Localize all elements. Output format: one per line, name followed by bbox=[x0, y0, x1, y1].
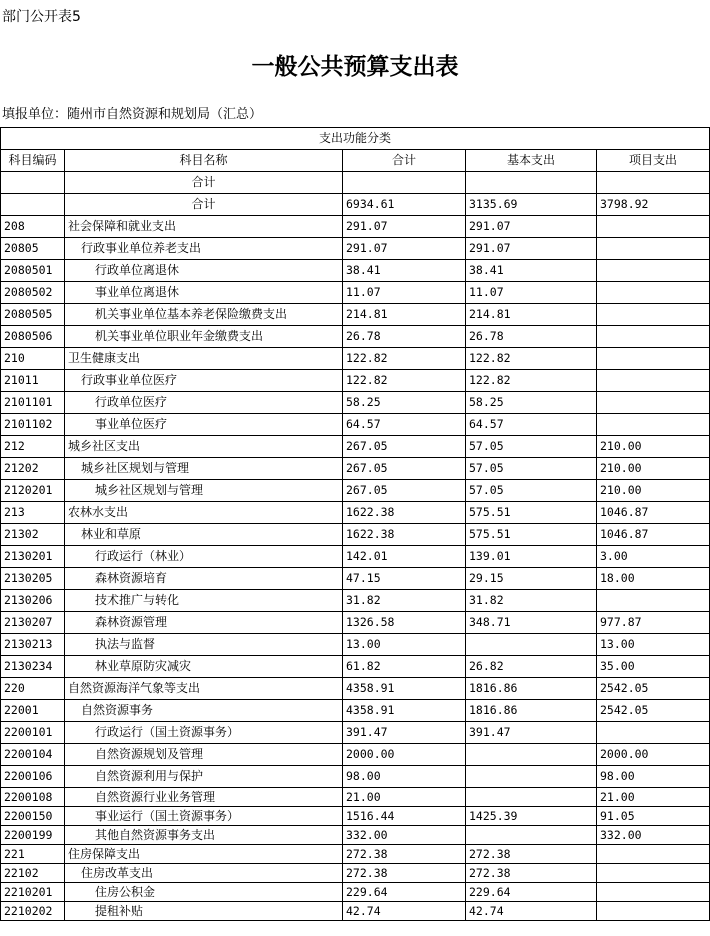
cell-basic: 348.71 bbox=[466, 612, 597, 634]
cell-code: 22102 bbox=[1, 864, 65, 883]
table-row bbox=[1, 260, 710, 282]
cell-project: 13.00 bbox=[597, 634, 710, 656]
cell-name: 城乡社区规划与管理 bbox=[65, 458, 343, 480]
cell-total: 13.00 bbox=[343, 634, 466, 656]
cell-code: 208 bbox=[1, 216, 65, 238]
cell-name: 行政单位离退休 bbox=[65, 260, 343, 282]
cell-code: 2200108 bbox=[1, 788, 65, 807]
cell-project: 98.00 bbox=[597, 766, 710, 788]
subheader-project bbox=[597, 172, 710, 194]
cell-project: 210.00 bbox=[597, 458, 710, 480]
cell-code: 220 bbox=[1, 678, 65, 700]
cell-code: 2200199 bbox=[1, 826, 65, 845]
cell-project: 1046.87 bbox=[597, 502, 710, 524]
table-row bbox=[1, 826, 710, 845]
cell-basic bbox=[466, 788, 597, 807]
table-row bbox=[1, 458, 710, 480]
cell-total: 4358.91 bbox=[343, 700, 466, 722]
cell-project bbox=[597, 845, 710, 864]
cell-code: 213 bbox=[1, 502, 65, 524]
cell-total: 1622.38 bbox=[343, 524, 466, 546]
cell-basic: 38.41 bbox=[466, 260, 597, 282]
cell-project: 2542.05 bbox=[597, 678, 710, 700]
grand-total-project: 3798.92 bbox=[597, 194, 710, 216]
cell-project: 210.00 bbox=[597, 436, 710, 458]
cell-code: 22001 bbox=[1, 700, 65, 722]
cell-name: 技术推广与转化 bbox=[65, 590, 343, 612]
cell-total: 64.57 bbox=[343, 414, 466, 436]
cell-name: 林业和草原 bbox=[65, 524, 343, 546]
cell-code: 2210201 bbox=[1, 883, 65, 902]
table-row bbox=[1, 902, 710, 921]
cell-project: 18.00 bbox=[597, 568, 710, 590]
cell-name: 住房改革支出 bbox=[65, 864, 343, 883]
cell-basic: 122.82 bbox=[466, 370, 597, 392]
table-row bbox=[1, 722, 710, 744]
grand-total-row bbox=[1, 194, 710, 216]
cell-project: 35.00 bbox=[597, 656, 710, 678]
cell-project bbox=[597, 326, 710, 348]
cell-name: 自然资源事务 bbox=[65, 700, 343, 722]
table-row bbox=[1, 282, 710, 304]
cell-project bbox=[597, 216, 710, 238]
cell-project bbox=[597, 282, 710, 304]
cell-name: 行政事业单位医疗 bbox=[65, 370, 343, 392]
cell-total: 21.00 bbox=[343, 788, 466, 807]
cell-name: 事业单位医疗 bbox=[65, 414, 343, 436]
cell-basic: 291.07 bbox=[466, 238, 597, 260]
subheader-total bbox=[343, 172, 466, 194]
cell-total: 291.07 bbox=[343, 216, 466, 238]
table-row bbox=[1, 788, 710, 807]
cell-total: 122.82 bbox=[343, 348, 466, 370]
cell-project bbox=[597, 883, 710, 902]
table-row bbox=[1, 634, 710, 656]
cell-basic: 291.07 bbox=[466, 216, 597, 238]
cell-project bbox=[597, 304, 710, 326]
subheader-basic bbox=[466, 172, 597, 194]
cell-total: 4358.91 bbox=[343, 678, 466, 700]
cell-basic: 122.82 bbox=[466, 348, 597, 370]
cell-code: 2200106 bbox=[1, 766, 65, 788]
subheader-code bbox=[1, 172, 65, 194]
cell-code: 2200101 bbox=[1, 722, 65, 744]
table-row bbox=[1, 480, 710, 502]
grand-total-label: 合计 bbox=[65, 194, 343, 216]
budget-table bbox=[0, 127, 710, 921]
cell-basic: 58.25 bbox=[466, 392, 597, 414]
cell-total: 142.01 bbox=[343, 546, 466, 568]
cell-project: 2542.05 bbox=[597, 700, 710, 722]
cell-basic: 31.82 bbox=[466, 590, 597, 612]
cell-basic: 57.05 bbox=[466, 436, 597, 458]
cell-project: 3.00 bbox=[597, 546, 710, 568]
cell-code: 21302 bbox=[1, 524, 65, 546]
cell-total: 272.38 bbox=[343, 864, 466, 883]
cell-total: 272.38 bbox=[343, 845, 466, 864]
cell-total: 26.78 bbox=[343, 326, 466, 348]
table-row bbox=[1, 678, 710, 700]
table-row bbox=[1, 845, 710, 864]
subheader-row bbox=[1, 172, 710, 194]
cell-basic: 229.64 bbox=[466, 883, 597, 902]
table-row bbox=[1, 807, 710, 826]
table-row bbox=[1, 502, 710, 524]
cell-code: 2101102 bbox=[1, 414, 65, 436]
cell-basic: 272.38 bbox=[466, 864, 597, 883]
cell-project: 21.00 bbox=[597, 788, 710, 807]
table-row bbox=[1, 766, 710, 788]
column-header-row bbox=[1, 150, 710, 172]
cell-total: 122.82 bbox=[343, 370, 466, 392]
cell-name: 提租补贴 bbox=[65, 902, 343, 921]
cell-total: 42.74 bbox=[343, 902, 466, 921]
cell-code: 2200150 bbox=[1, 807, 65, 826]
cell-basic: 57.05 bbox=[466, 480, 597, 502]
cell-total: 38.41 bbox=[343, 260, 466, 282]
cell-name: 行政运行（林业） bbox=[65, 546, 343, 568]
cell-project bbox=[597, 414, 710, 436]
cell-code: 2130234 bbox=[1, 656, 65, 678]
cell-name: 行政单位医疗 bbox=[65, 392, 343, 414]
column-header-project: 项目支出 bbox=[597, 150, 710, 172]
document-label: 部门公开表5 bbox=[2, 9, 81, 25]
table-row bbox=[1, 238, 710, 260]
table-row bbox=[1, 883, 710, 902]
subheader-label: 合计 bbox=[65, 172, 343, 194]
cell-code: 221 bbox=[1, 845, 65, 864]
cell-project: 2000.00 bbox=[597, 744, 710, 766]
cell-code: 210 bbox=[1, 348, 65, 370]
cell-name: 住房保障支出 bbox=[65, 845, 343, 864]
cell-project: 977.87 bbox=[597, 612, 710, 634]
cell-code: 2080501 bbox=[1, 260, 65, 282]
cell-name: 森林资源培育 bbox=[65, 568, 343, 590]
cell-name: 林业草原防灾减灾 bbox=[65, 656, 343, 678]
cell-basic: 139.01 bbox=[466, 546, 597, 568]
cell-project bbox=[597, 902, 710, 921]
cell-basic: 575.51 bbox=[466, 524, 597, 546]
grand-total-basic: 3135.69 bbox=[466, 194, 597, 216]
cell-total: 391.47 bbox=[343, 722, 466, 744]
cell-project bbox=[597, 722, 710, 744]
cell-total: 267.05 bbox=[343, 458, 466, 480]
cell-total: 332.00 bbox=[343, 826, 466, 845]
cell-project bbox=[597, 348, 710, 370]
cell-name: 其他自然资源事务支出 bbox=[65, 826, 343, 845]
cell-total: 31.82 bbox=[343, 590, 466, 612]
cell-name: 机关事业单位基本养老保险缴费支出 bbox=[65, 304, 343, 326]
column-header-basic: 基本支出 bbox=[466, 150, 597, 172]
cell-total: 267.05 bbox=[343, 480, 466, 502]
table-row bbox=[1, 370, 710, 392]
cell-project: 1046.87 bbox=[597, 524, 710, 546]
cell-code: 2130207 bbox=[1, 612, 65, 634]
cell-name: 自然资源行业业务管理 bbox=[65, 788, 343, 807]
cell-basic: 1816.86 bbox=[466, 678, 597, 700]
cell-total: 11.07 bbox=[343, 282, 466, 304]
table-row bbox=[1, 436, 710, 458]
cell-basic: 42.74 bbox=[466, 902, 597, 921]
cell-project bbox=[597, 260, 710, 282]
cell-total: 98.00 bbox=[343, 766, 466, 788]
page-title: 一般公共预算支出表 bbox=[251, 53, 459, 80]
table-row bbox=[1, 568, 710, 590]
cell-total: 267.05 bbox=[343, 436, 466, 458]
cell-code: 2130213 bbox=[1, 634, 65, 656]
cell-basic: 64.57 bbox=[466, 414, 597, 436]
cell-code: 2080502 bbox=[1, 282, 65, 304]
cell-basic bbox=[466, 766, 597, 788]
cell-total: 61.82 bbox=[343, 656, 466, 678]
grand-total-code bbox=[1, 194, 65, 216]
cell-total: 58.25 bbox=[343, 392, 466, 414]
cell-code: 2200104 bbox=[1, 744, 65, 766]
cell-total: 47.15 bbox=[343, 568, 466, 590]
cell-total: 1622.38 bbox=[343, 502, 466, 524]
cell-project: 332.00 bbox=[597, 826, 710, 845]
group-header: 支出功能分类 bbox=[1, 128, 710, 150]
cell-name: 行政事业单位养老支出 bbox=[65, 238, 343, 260]
cell-code: 2080506 bbox=[1, 326, 65, 348]
cell-code: 2101101 bbox=[1, 392, 65, 414]
cell-total: 214.81 bbox=[343, 304, 466, 326]
column-header-name: 科目名称 bbox=[65, 150, 343, 172]
cell-project bbox=[597, 392, 710, 414]
table-row bbox=[1, 392, 710, 414]
cell-name: 城乡社区支出 bbox=[65, 436, 343, 458]
cell-basic: 1816.86 bbox=[466, 700, 597, 722]
cell-name: 城乡社区规划与管理 bbox=[65, 480, 343, 502]
cell-project: 210.00 bbox=[597, 480, 710, 502]
table-row bbox=[1, 656, 710, 678]
table-row bbox=[1, 304, 710, 326]
cell-code: 2210202 bbox=[1, 902, 65, 921]
cell-name: 事业运行（国土资源事务） bbox=[65, 807, 343, 826]
cell-project bbox=[597, 590, 710, 612]
cell-name: 卫生健康支出 bbox=[65, 348, 343, 370]
cell-name: 事业单位离退休 bbox=[65, 282, 343, 304]
column-header-code: 科目编码 bbox=[1, 150, 65, 172]
table-row bbox=[1, 216, 710, 238]
cell-name: 自然资源规划及管理 bbox=[65, 744, 343, 766]
cell-basic: 575.51 bbox=[466, 502, 597, 524]
cell-code: 2120201 bbox=[1, 480, 65, 502]
group-header-row bbox=[1, 128, 710, 150]
cell-basic: 57.05 bbox=[466, 458, 597, 480]
cell-code: 2130206 bbox=[1, 590, 65, 612]
cell-code: 2130205 bbox=[1, 568, 65, 590]
table-row bbox=[1, 326, 710, 348]
cell-basic bbox=[466, 826, 597, 845]
reporting-unit: 填报单位：随州市自然资源和规划局（汇总） bbox=[2, 107, 263, 122]
cell-basic: 29.15 bbox=[466, 568, 597, 590]
cell-total: 1516.44 bbox=[343, 807, 466, 826]
table-row bbox=[1, 612, 710, 634]
cell-code: 212 bbox=[1, 436, 65, 458]
cell-project bbox=[597, 370, 710, 392]
cell-total: 229.64 bbox=[343, 883, 466, 902]
cell-code: 21011 bbox=[1, 370, 65, 392]
cell-code: 21202 bbox=[1, 458, 65, 480]
cell-project bbox=[597, 238, 710, 260]
cell-name: 社会保障和就业支出 bbox=[65, 216, 343, 238]
cell-basic: 272.38 bbox=[466, 845, 597, 864]
cell-total: 2000.00 bbox=[343, 744, 466, 766]
table-row bbox=[1, 864, 710, 883]
grand-total-total: 6934.61 bbox=[343, 194, 466, 216]
table-row bbox=[1, 590, 710, 612]
table-row bbox=[1, 744, 710, 766]
cell-name: 自然资源利用与保护 bbox=[65, 766, 343, 788]
cell-name: 机关事业单位职业年金缴费支出 bbox=[65, 326, 343, 348]
cell-basic: 11.07 bbox=[466, 282, 597, 304]
cell-name: 森林资源管理 bbox=[65, 612, 343, 634]
cell-basic: 214.81 bbox=[466, 304, 597, 326]
cell-code: 20805 bbox=[1, 238, 65, 260]
cell-name: 行政运行（国土资源事务） bbox=[65, 722, 343, 744]
cell-basic: 1425.39 bbox=[466, 807, 597, 826]
cell-total: 1326.58 bbox=[343, 612, 466, 634]
cell-basic: 26.82 bbox=[466, 656, 597, 678]
cell-total: 291.07 bbox=[343, 238, 466, 260]
cell-basic: 391.47 bbox=[466, 722, 597, 744]
column-header-total: 合计 bbox=[343, 150, 466, 172]
cell-basic bbox=[466, 634, 597, 656]
cell-name: 执法与监督 bbox=[65, 634, 343, 656]
table-row bbox=[1, 546, 710, 568]
cell-project: 91.05 bbox=[597, 807, 710, 826]
cell-name: 自然资源海洋气象等支出 bbox=[65, 678, 343, 700]
cell-code: 2130201 bbox=[1, 546, 65, 568]
cell-basic bbox=[466, 744, 597, 766]
table-row bbox=[1, 348, 710, 370]
table-row bbox=[1, 700, 710, 722]
cell-code: 2080505 bbox=[1, 304, 65, 326]
cell-basic: 26.78 bbox=[466, 326, 597, 348]
cell-name: 农林水支出 bbox=[65, 502, 343, 524]
cell-project bbox=[597, 864, 710, 883]
cell-name: 住房公积金 bbox=[65, 883, 343, 902]
table-row bbox=[1, 414, 710, 436]
table-row bbox=[1, 524, 710, 546]
